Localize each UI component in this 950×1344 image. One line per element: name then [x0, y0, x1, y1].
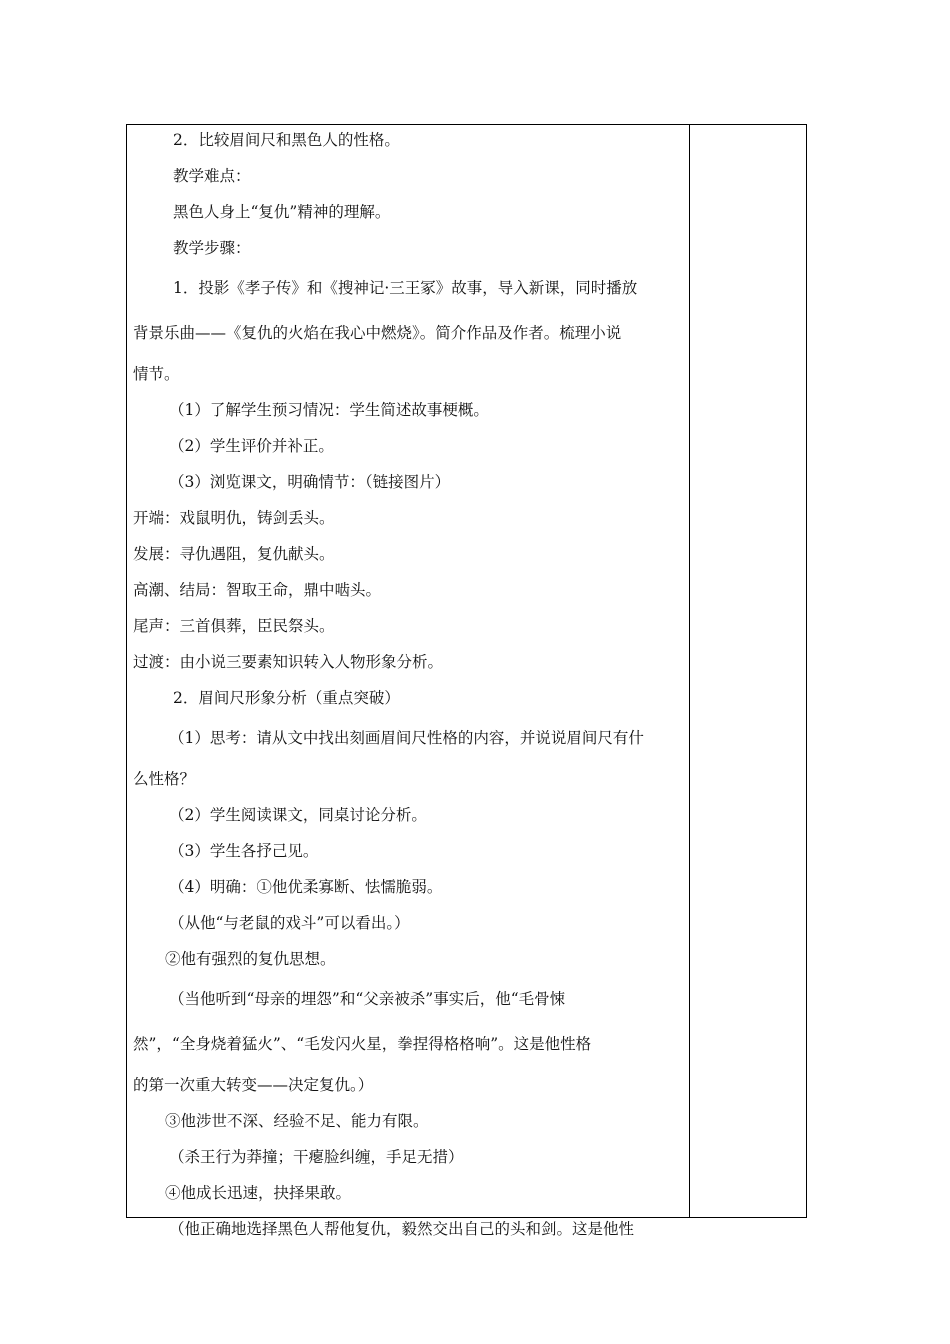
text-line: （3）浏览课文，明确情节：（链接图片） — [169, 473, 451, 491]
text-line: （2）学生阅读课文，同桌讨论分析。 — [169, 806, 427, 824]
text-line: （当他听到“母亲的埋怨”和“父亲被杀”事实后，他“毛骨悚 — [169, 990, 566, 1008]
text-line: （3）学生各抒己见。 — [169, 842, 319, 860]
text-line: ③他涉世不深、经验不足、能力有限。 — [165, 1112, 429, 1130]
text-line: （从他“与老鼠的戏斗”可以看出。） — [169, 914, 410, 932]
text-line: 尾声：三首俱葬，臣民祭头。 — [133, 617, 335, 635]
text-line: 2．比较眉间尺和黑色人的性格。 — [173, 131, 400, 149]
table-column-divider — [689, 124, 690, 1218]
text-line: （1）思考：请从文中找出刻画眉间尺性格的内容，并说说眉间尺有什 — [169, 729, 644, 747]
text-line: 高潮、结局：智取王命，鼎中啮头。 — [133, 581, 382, 599]
text-line: 1．投影《孝子传》和《搜神记·三王冢》故事，导入新课，同时播放 — [173, 279, 638, 297]
text-line: （4）明确：①他优柔寡断、怯懦脆弱。 — [169, 878, 443, 896]
text-line: （2）学生评价并补正。 — [169, 437, 334, 455]
text-line: 2．眉间尺形象分析（重点突破） — [173, 689, 400, 707]
text-line: 教学步骤： — [173, 239, 251, 257]
text-line: 过渡：由小说三要素知识转入人物形象分析。 — [133, 653, 444, 671]
text-line: 发展：寻仇遇阻，复仇献头。 — [133, 545, 335, 563]
text-line: 么性格？ — [133, 770, 196, 788]
text-line: （1）了解学生预习情况：学生简述故事梗概。 — [169, 401, 489, 419]
text-line: 情节。 — [133, 365, 180, 383]
text-line: 的第一次重大转变——决定复仇。） — [133, 1076, 374, 1094]
text-line: ②他有强烈的复仇思想。 — [165, 950, 336, 968]
text-line: （他正确地选择黑色人帮他复仇，毅然交出自己的头和剑。这是他性 — [169, 1220, 635, 1238]
lesson-content-cell — [133, 124, 685, 1238]
text-line: 黑色人身上“复仇”精神的理解。 — [173, 203, 391, 221]
text-line: （杀王行为莽撞；干瘪脸纠缠，手足无措） — [169, 1148, 464, 1166]
text-line: 教学难点： — [173, 167, 251, 185]
text-line: ④他成长迅速，抉择果敢。 — [165, 1184, 352, 1202]
text-line: 背景乐曲——《复仇的火焰在我心中燃烧》。简介作品及作者。梳理小说 — [133, 324, 622, 342]
text-line: 开端：戏鼠明仇，铸剑丢头。 — [133, 509, 335, 527]
text-line: 然”，“全身烧着猛火”、“毛发闪火星，拳捏得格格响”。这是他性格 — [133, 1035, 592, 1053]
